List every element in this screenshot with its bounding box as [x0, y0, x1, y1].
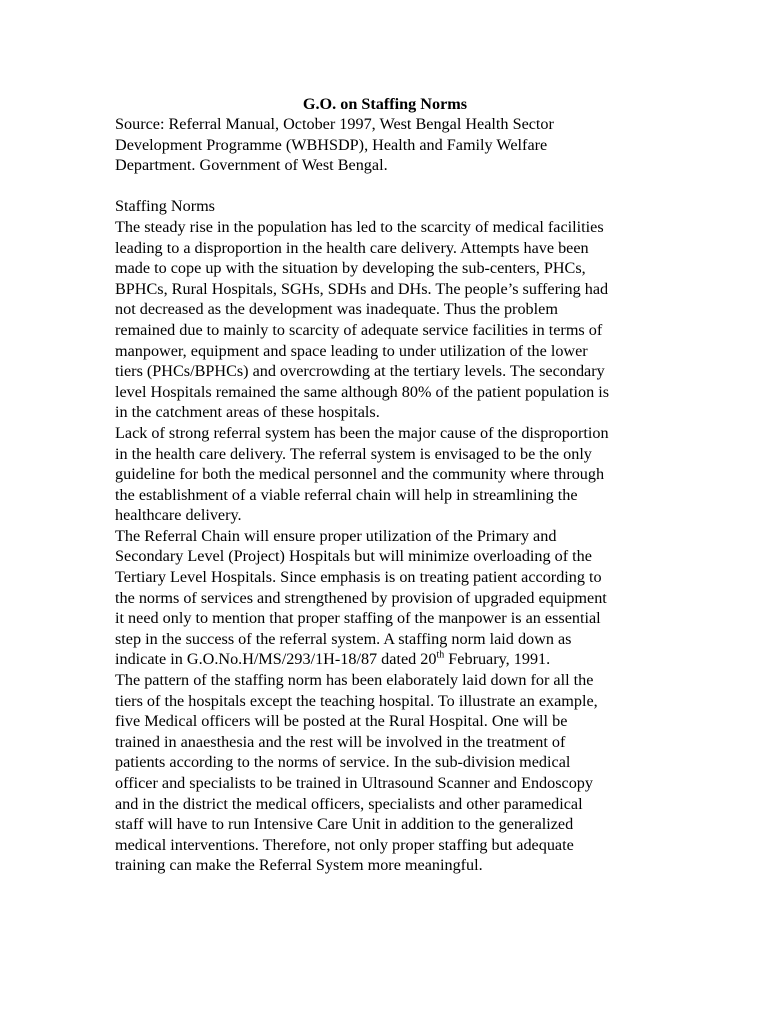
- text-line: The Referral Chain will ensure proper utilization of the Primary and: [115, 526, 557, 545]
- text-line: manpower, equipment and space leading to under utilization of the lower: [115, 341, 588, 360]
- document-page: [115, 94, 655, 876]
- text-line: the norms of services and strengthened by provision of upgraded equipment: [115, 588, 607, 607]
- paragraph-2: [115, 423, 655, 526]
- paragraph-1: [115, 217, 655, 423]
- text-line: in the catchment areas of these hospitals.: [115, 403, 380, 422]
- text-line: and in the district the medical officers, specialists and other paramedical: [115, 794, 583, 813]
- paragraph-4: [115, 670, 655, 876]
- text-line: step in the success of the referral system. A staffing norm laid down as: [115, 629, 572, 648]
- text-line-with-superscript: [115, 649, 655, 670]
- text-line: not decreased as the development was inadequate. Thus the problem: [115, 300, 558, 319]
- section-heading: Staffing Norms: [115, 197, 215, 216]
- text-line: made to cope up with the situation by developing the sub-centers, PHCs,: [115, 259, 586, 278]
- text-line: training can make the Referral System more meaningful.: [115, 856, 483, 875]
- text-line: Lack of strong referral system has been the major cause of the disproportion: [115, 423, 609, 442]
- text-line: guideline for both the medical personnel and the community where through: [115, 465, 605, 484]
- text-line: The pattern of the staffing norm has been elaborately laid down for all the: [115, 671, 594, 690]
- text-line: Tertiary Level Hospitals. Since emphasis is on treating patient according to: [115, 568, 602, 587]
- text-line: healthcare delivery.: [115, 506, 242, 525]
- text-fragment: indicate in G.O.No.H/MS/293/1H-18/87 dated 20: [115, 650, 437, 669]
- text-line: officer and specialists to be trained in Ultrasound Scanner and Endoscopy: [115, 774, 593, 792]
- source-line: Source: Referral Manual, October 1997, West Bengal Health Sector: [115, 115, 554, 133]
- text-line: the establishment of a viable referral chain will help in streamlining the: [115, 485, 578, 504]
- text-line: leading to a disproportion in the health care delivery. Attempts have been: [115, 238, 589, 257]
- text-line: level Hospitals remained the same although 80% of the patient population is: [115, 382, 610, 401]
- text-line: tiers (PHCs/BPHCs) and overcrowding at the tertiary levels. The secondary: [115, 362, 605, 381]
- text-line: in the health care delivery. The referral system is envisaged to be the only: [115, 444, 592, 463]
- text-line: five Medical officers will be posted at the Rural Hospital. One will be: [115, 712, 568, 731]
- document-title: G.O. on Staffing Norms: [302, 95, 468, 113]
- text-fragment: February, 1991.: [444, 650, 551, 669]
- text-line: Secondary Level (Project) Hospitals but will minimize overloading of the: [115, 547, 592, 566]
- text-line: staff will have to run Intensive Care Unit in addition to the generalized: [115, 815, 574, 834]
- blank-line: [115, 176, 655, 197]
- text-line: The steady rise in the population has led to the scarcity of medical facilities: [115, 217, 604, 236]
- text-line: remained due to mainly to scarcity of adequate service facilities in terms of: [115, 320, 603, 339]
- text-line: medical interventions. Therefore, not only proper staffing but adequate: [115, 835, 574, 854]
- text-line: patients according to the norms of service. In the sub-division medical: [115, 753, 571, 772]
- source-line: Development Programme (WBHSDP), Health and Family Welfare: [115, 135, 548, 154]
- text-line: trained in anaesthesia and the rest will be involved in the treatment of: [115, 732, 566, 751]
- text-line: it need only to mention that proper staffing of the manpower is an essential: [115, 609, 601, 628]
- text-line: BPHCs, Rural Hospitals, SGHs, SDHs and DHs. The people’s suffering had: [115, 279, 609, 298]
- superscript: th: [436, 650, 445, 662]
- source-line: Department. Government of West Bengal.: [115, 156, 388, 175]
- text-line: tiers of the hospitals except the teaching hospital. To illustrate an example,: [115, 691, 598, 710]
- source-block: [115, 114, 655, 176]
- paragraph-3: [115, 526, 655, 670]
